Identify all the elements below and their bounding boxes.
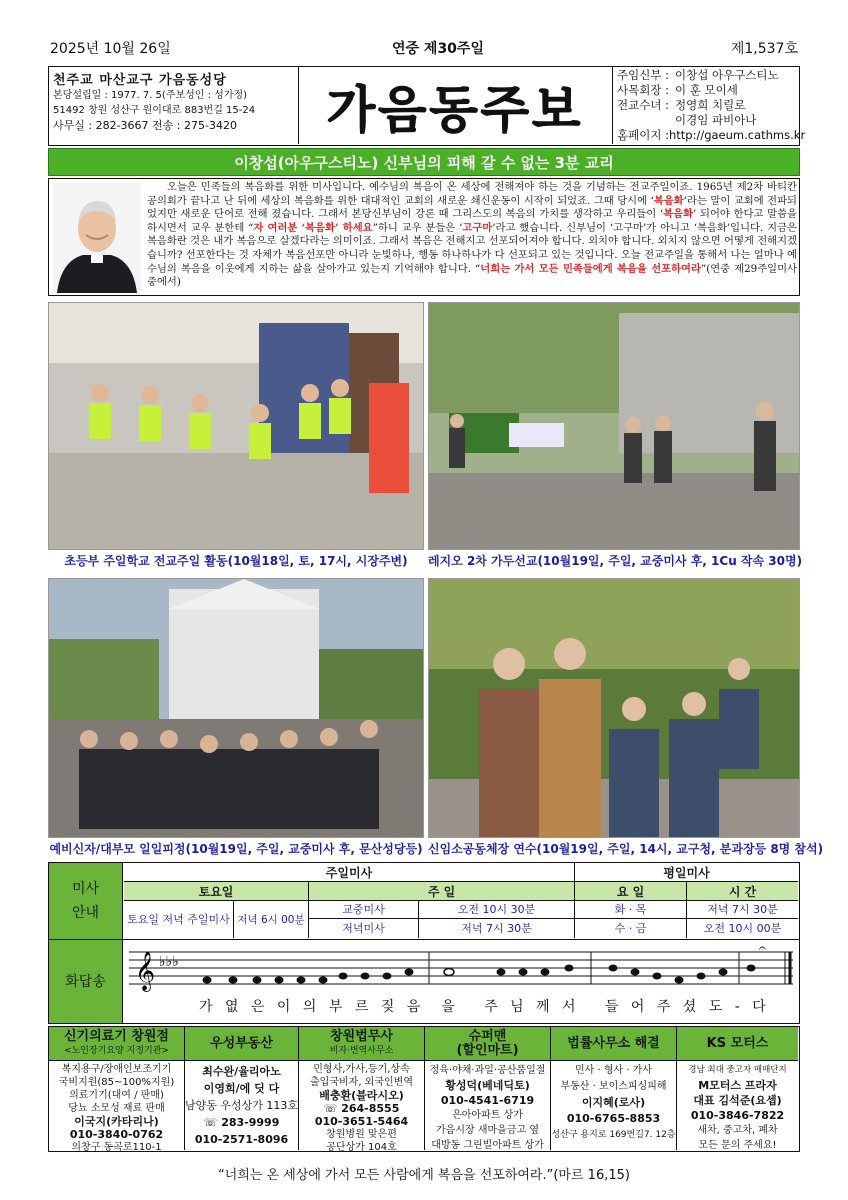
ad-medical-supply: 신기의료기 창원점 <노인장기요양 지정기관> 복지용구/장애인보조기기 국비지원(85~100%지원) 의료기기(대여 / 판매) 당뇨 소모성 재료 판매 이국지(카타리나) 010-3840-0762 의창구 동곡로110-1 xyxy=(49,1027,185,1150)
staff-row: 이경임 파비아나 xyxy=(675,113,757,127)
ad-real-estate: 우성부동산 최수완/율리아노 이영희/에 딧 다 남양동 우성상가 113호 ☏ 283-9999 010-2571-8096 xyxy=(185,1027,299,1150)
weekday-mass-1-time: 저녁 7시 30분 xyxy=(687,901,798,919)
photo-sunday-school xyxy=(48,302,424,550)
photo-caption: 예비신자/대부모 일일피정(10월19일, 주일, 교중미사 후, 문산성당등) xyxy=(49,842,423,856)
weekday-mass-2-day: 수 · 금 xyxy=(575,919,687,938)
sermon-box xyxy=(48,178,800,296)
sunday-header: 주 일 xyxy=(309,882,575,901)
founding-date: 본당설립일 : 1977. 7. 5(주보성인 : 성가정) xyxy=(53,90,248,101)
sunday-mass-1-time: 오전 10시 30분 xyxy=(419,901,575,919)
saturday-header: 토요일 xyxy=(124,882,309,901)
homepage-link: http://gaeum.cathms.kr xyxy=(668,128,806,142)
psalm-label: 화답송 xyxy=(49,940,123,1023)
photo-legio-mission xyxy=(428,302,800,550)
ad-ks-motors: KS 모터스 경남 최대 중고자 매매단지 M모터스 프라자 대표 김석준(요셉) 010-3846-7822 새차, 중고차, 폐차 모든 문의 주세요! xyxy=(677,1027,798,1150)
bulletin-logo: 가음동주보 xyxy=(326,80,584,139)
staff-row: 전교수녀 : 정영희 치릴로 xyxy=(617,98,746,112)
day-header: 요 일 xyxy=(575,882,687,901)
photo-caption: 레지오 2차 가두선교(10월19일, 주일, 교중미사 후, 1Cu 작속 30명) xyxy=(428,554,803,568)
masthead xyxy=(48,66,806,146)
svg-text:♭♭♭: ♭♭♭ xyxy=(159,954,179,970)
parish-address: 51492 창원 성산구 원이대로 883번길 15-24 xyxy=(53,105,256,116)
mass-schedule-label: 미사 안내 xyxy=(49,863,123,939)
advertisements xyxy=(48,1026,800,1152)
issue-date: 2025년 10월 26일 xyxy=(50,41,171,57)
svg-text:𝄞: 𝄞 xyxy=(135,951,156,991)
parish-info xyxy=(49,67,299,144)
photo-caption: 신임소공동체장 연수(10월19일, 주일, 14시, 교구청, 분과장등 8명 참석) xyxy=(428,842,824,856)
issue-header xyxy=(48,38,800,58)
liturgical-week: 연중 제30주일 xyxy=(392,41,484,57)
photo-caption: 초등부 주일학교 전교주일 활동(10월18일, 토, 17시, 시장주변) xyxy=(64,554,408,568)
weekday-mass-2-time: 오전 10시 00분 xyxy=(703,921,782,935)
mass-schedule xyxy=(48,862,800,940)
issue-number: 제1,537호 xyxy=(730,41,798,57)
priest-portrait xyxy=(53,183,141,293)
sunday-mass-2-time: 저녁 7시 30분 xyxy=(419,919,575,938)
staff-row: 사목회장 : 이 훈 모이세 xyxy=(617,83,738,97)
ad-law-firm: 법률사무소 해결 민사 · 형사 · 가사 부동산 · 보이스피싱피해 이지혜(로사) 010-6765-8853 성산구 용지로 169번길7. 12층 xyxy=(551,1027,677,1150)
footer-scripture: “너희는 온 세상에 가서 모든 사람에게 복음을 선포하여라.”(마르 16,15) xyxy=(218,1168,630,1183)
time-header: 시 간 xyxy=(687,882,798,901)
weekday-mass-1-day: 화 · 목 xyxy=(575,901,687,919)
photo-catechumen-retreat xyxy=(48,578,424,838)
sunday-mass-2-name: 저녁미사 xyxy=(309,919,419,938)
responsorial-psalm xyxy=(48,940,800,1024)
ad-legal-office: 창원법무사 비자·번역사무소 민형사,가사,등기,상속 출입국비자, 외국인변역 배충환(블라시오) ☏ 264-8555 010-3651-5464 창원병원 맞은편 공단상가 104호 xyxy=(299,1027,425,1150)
saturday-mass-name: 토요일 저녁 주일미사 xyxy=(124,901,234,938)
sunday-mass-1-name: 교중미사 xyxy=(309,901,419,919)
saturday-mass-time: 저녁 6시 00분 xyxy=(234,901,309,938)
psalm-lyrics: 가 엾 은 이 의 부 르 짖 음 을 주 님 께 서 들 어 주 셨 도 - 다 xyxy=(199,999,770,1015)
svg-text:𝄐: 𝄐 xyxy=(759,944,766,955)
weekday-mass-header: 평일미사 xyxy=(575,863,798,882)
office-contact: 사무실 : 282-3667 전송 : 275-3420 xyxy=(53,119,237,132)
sunday-mass-header: 주일미사 xyxy=(124,863,575,882)
sermon-text: 오늘은 민족들의 복음화를 위한 미사입니다. 예수님의 복음이 온 세상에 전해져야 하는 것을 기념하는 전교주일이죠. 1965년 제2차 바티칸 공의회가 끝나고 난 뒤에 세상의 복음화를 위한 대대적인 교회의 새로운 쇄신운동이 시작이 되었죠. 그때 당시에 ‘복음화’라는 말이 교회에 전파되었지만 새로운 단어로 전해 졌습니다. 그래서 본당신부님이 강론 때 그리스도의 복음의 가치를 생각하고 우리들이 ‘복음화’ 되어야 한다고 말씀을 하시면서 교우 분한테 “자 여러분 ‘복음화’ 하세요”하니 교우 분들은 ‘고구마’라고 했습니다. 신부님이 ‘고구마’가 아니고 ‘복음화’입니다. 지금은 복음화란 것은 내가 복음으로 살겠다라는 의미이죠. 그래서 복음은 전해지고 선포되어져야 합니다. 외치야 합니다. 외치지 않으면 어떻게 전해지겠습니까? 선포한다는 것 자체가 복음선포만 아니라 눈빛하나, 행동 하나하나가 다 선포되고 있는 것입니다. 오늘 전교주일을 통해서 나는 얼마나 예수님의 복음을 이웃에게 지하는 삶을 살아가고 있는지 기억해야 합니다. “너희는 가서 모든 민족들에게 복음을 선포하여라”(연중 제29주일미사 중에서) xyxy=(147,181,798,289)
parish-name: 천주교 마산교구 가음동성당 xyxy=(53,73,227,88)
staff-list xyxy=(612,67,806,144)
music-staff xyxy=(129,944,797,992)
sermon-title: 이창섭(아우구스티노) 신부님의 피해 갈 수 없는 3분 교리 xyxy=(48,148,800,176)
photo-community-training xyxy=(428,578,800,838)
ad-supermarket: 슈퍼맨 (할인마트) 정육·야채·과일·공산품일절 황성덕(베네딕토) 010-4541-6719 은아아파트 상가 가음시장 새마을금고 옆 대방동 그린빌아파트 상가 xyxy=(425,1027,551,1150)
staff-row[interactable]: 홈페이지 : http://gaeum.cathms.kr xyxy=(617,128,806,142)
staff-row: 주임신부 : 이창섭 아우구스티노 xyxy=(617,68,779,82)
